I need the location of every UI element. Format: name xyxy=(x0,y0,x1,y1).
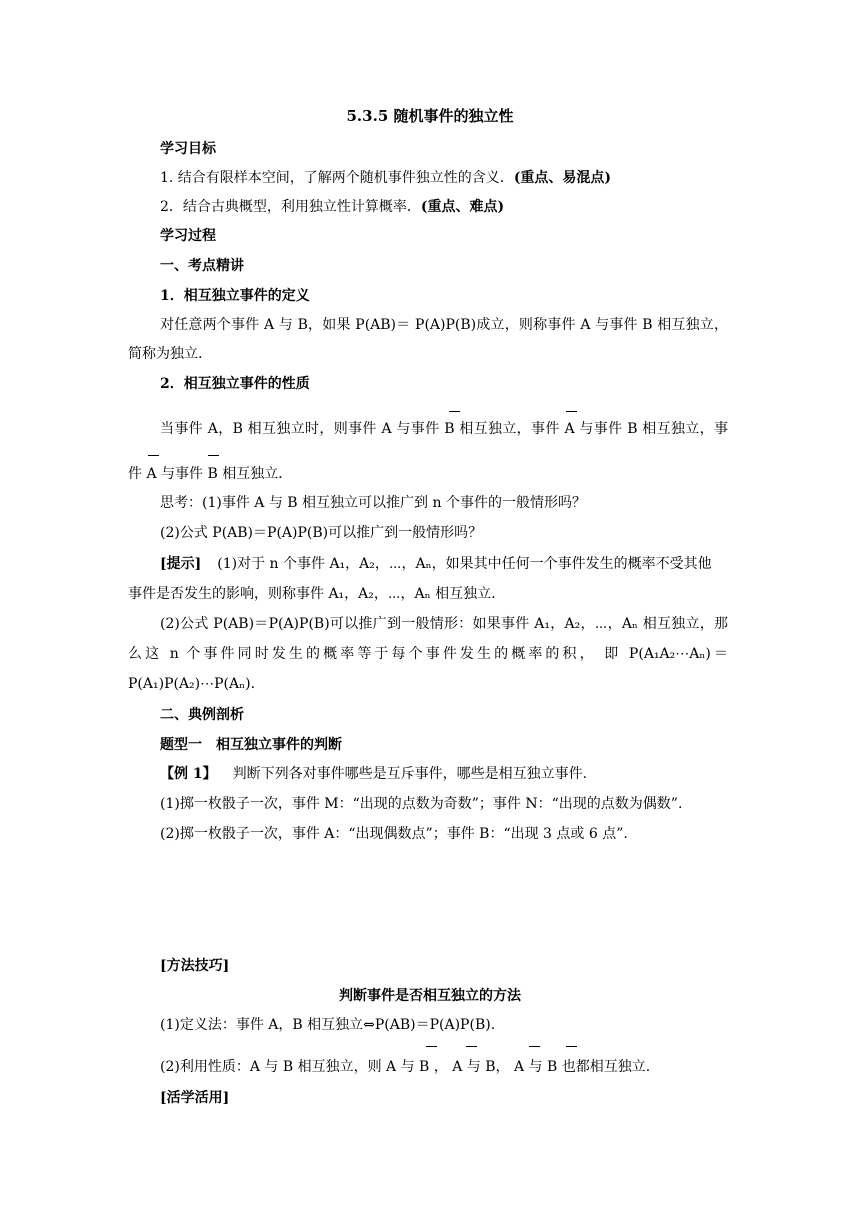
complement-bar-b xyxy=(449,411,460,412)
think-2: (2)公式 P(AB)＝P(A)P(B)可以推广到一般情形吗？ xyxy=(160,525,483,541)
definition-heading: 1．相互独立事件的定义 xyxy=(160,288,310,304)
method-bar-2 xyxy=(466,1046,477,1047)
complement-bar-a xyxy=(566,411,577,412)
goal-1-text: 1. 结合有限样本空间，了解两个随机事件独立性的含义． xyxy=(160,170,514,186)
hint-2-line-1: (2)公式 P(AB)＝P(A)P(B)可以推广到一般情形：如果事件 A₁，A₂，⋯，Aₙ 相互独立，那 xyxy=(160,616,728,632)
think-1: 思考：(1)事件 A 与 B 相互独立可以推广到 n 个事件的一般情形吗？ xyxy=(160,495,586,511)
method-bar-3 xyxy=(529,1046,540,1047)
section-1-heading: 一、考点精讲 xyxy=(160,258,244,274)
goals-heading: 学习目标 xyxy=(160,141,216,157)
process-heading: 学习过程 xyxy=(160,228,216,244)
complement-bar-b2 xyxy=(208,455,219,456)
method-heading: [方法技巧] xyxy=(160,958,230,974)
property-line-2: 件 A 与事件 B 相互独立． xyxy=(128,466,293,482)
practice-heading: [活学活用] xyxy=(160,1090,230,1106)
goal-2-tag: (重点、难点) xyxy=(420,199,505,215)
method-bar-4 xyxy=(566,1046,577,1047)
example-1-q1: (1)掷一枚骰子一次，事件 M：“出现的点数为奇数”；事件 N：“出现的点数为偶数”. xyxy=(160,796,683,812)
goal-2-text: 2．结合古典概型，利用独立性计算概率． xyxy=(160,199,421,215)
hint-1-line-1 xyxy=(160,554,712,574)
property-line-1: 当事件 A，B 相互独立时，则事件 A 与事件 B 相互独立，事件 A 与事件 B 相互独立，事 xyxy=(160,421,728,437)
method-2: (2)利用性质：A 与 B 相互独立，则 A 与 B ， A 与 B， A 与 B 也都相互独立. xyxy=(160,1059,651,1075)
definition-line-1: 对任意两个事件 A 与 B，如果 P(AB)＝ P(A)P(B)成立，则称事件 A 与事件 B 相互独立， xyxy=(160,317,728,333)
definition-line-2: 简称为独立. xyxy=(128,346,203,362)
property-heading: 2．相互独立事件的性质 xyxy=(160,376,310,392)
method-bar-1 xyxy=(426,1046,437,1047)
goal-1-tag: (重点、易混点) xyxy=(513,170,612,186)
type-1-heading: 题型一 相互独立事件的判断 xyxy=(160,737,342,753)
goal-2 xyxy=(160,197,504,217)
hint-tag: [提示] xyxy=(160,556,202,572)
goal-1 xyxy=(160,168,611,188)
example-1-tag: 【例 1】 xyxy=(160,766,217,782)
example-1-stem xyxy=(160,764,587,784)
method-1: (1)定义法：事件 A，B 相互独立⇔P(AB)＝P(A)P(B). xyxy=(160,1017,496,1033)
hint-1-line-2: 事件是否发生的影响，则称事件 A₁，A₂，⋯，Aₙ 相互独立. xyxy=(128,586,496,602)
hint-1-text: (1)对于 n 个事件 A₁，A₂，⋯，Aₙ，如果其中任何一个事件发生的概率不受其他 xyxy=(217,556,712,572)
example-1-text: 判断下列各对事件哪些是互斥事件，哪些是相互独立事件. xyxy=(232,766,588,782)
example-1-q2: (2)掷一枚骰子一次，事件 A：“出现偶数点”；事件 B：“出现 3 点或 6 点”. xyxy=(160,826,628,842)
complement-bar-a2 xyxy=(148,455,159,456)
method-title: 判断事件是否相互独立的方法 xyxy=(339,988,521,1004)
doc-title: 5.3.5 随机事件的独立性 xyxy=(346,107,514,125)
hint-2-line-2: 么这 n 个事件同时发生的概率等于每个事件发生的概率的积， 即 P(A₁A₂⋯Aₙ)＝ xyxy=(128,646,728,662)
hint-2-line-3: P(A₁)P(A₂)⋯P(Aₙ). xyxy=(128,676,256,692)
section-2-heading: 二、典例剖析 xyxy=(160,707,244,723)
